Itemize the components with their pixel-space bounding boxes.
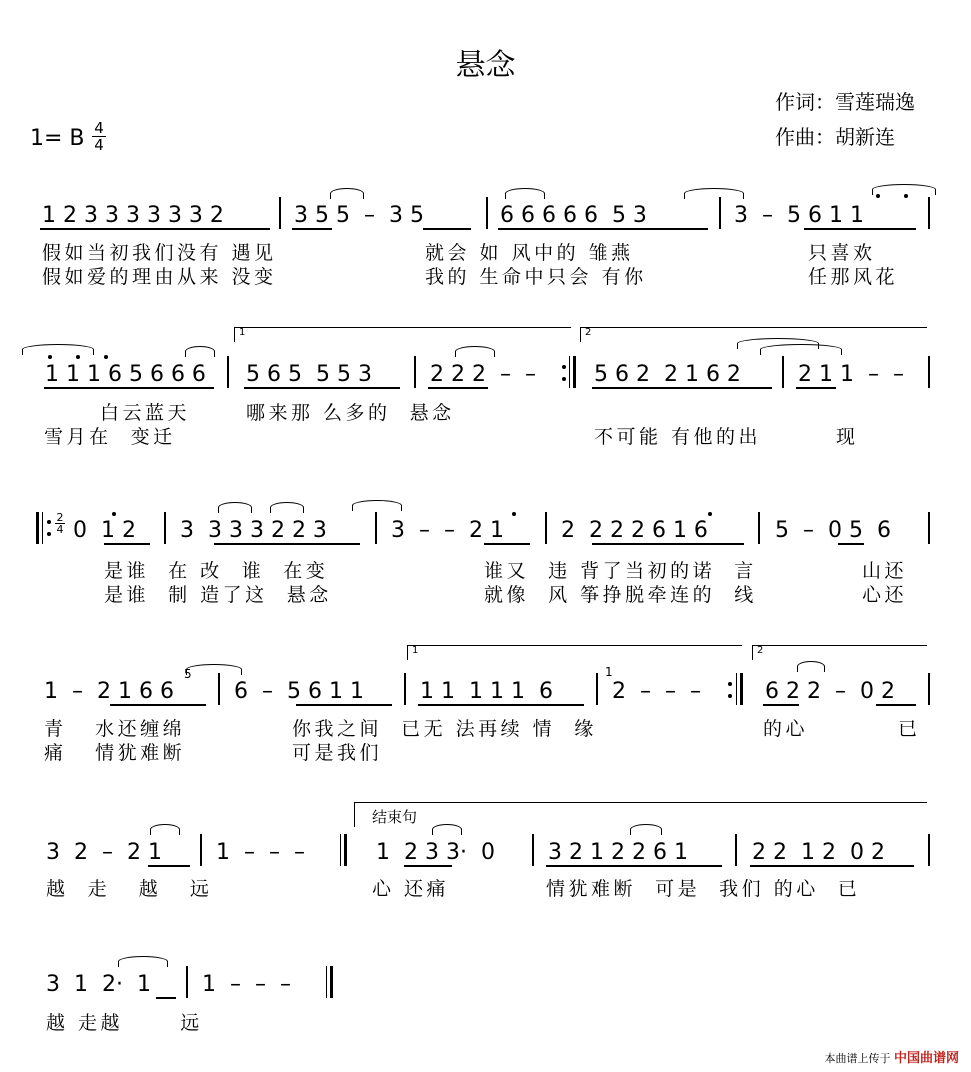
barline xyxy=(227,356,229,388)
repeat-start-barline xyxy=(42,512,43,544)
underline-beam xyxy=(418,704,584,706)
tie xyxy=(330,188,364,199)
lyricist: 作词：雪莲瑞逸 xyxy=(775,90,915,114)
notes-l3-m5: 5 – 0 5 6 xyxy=(775,518,891,543)
underline-beam xyxy=(804,228,916,230)
lyric-l2-v2: 雪月在 变迁 xyxy=(44,426,176,448)
tie xyxy=(185,346,215,357)
octave-dot xyxy=(48,355,52,359)
time-signature-top: 4 xyxy=(92,121,106,137)
composer: 作曲：胡新连 xyxy=(775,125,895,149)
notes-l2-m3: 2 2 2 – – xyxy=(430,362,536,387)
lyric-l1-v1b: 就会 如 风中的 雏燕 xyxy=(425,242,634,264)
underline-beam xyxy=(498,228,708,230)
barline xyxy=(928,512,930,544)
footer-text: 本曲谱上传于 xyxy=(824,1052,891,1065)
underline-beam xyxy=(44,387,214,389)
underline-beam xyxy=(423,228,471,230)
underline-beam xyxy=(876,704,916,706)
final-barline xyxy=(340,834,341,866)
grace-note: 5 xyxy=(184,667,192,681)
site-logo[interactable]: 中国曲谱网 xyxy=(893,1051,959,1066)
octave-dot xyxy=(904,194,908,198)
notes-l3-m1: 0 1 2 xyxy=(73,518,136,543)
notes-l3-m3: 3 – – 2 1 xyxy=(391,518,504,543)
repeat-dot xyxy=(728,694,732,698)
barline xyxy=(545,512,547,544)
key-signature: 1= B xyxy=(30,126,85,151)
notes-l4-m5: 6 2 2 – 0 2 xyxy=(765,679,895,704)
barline xyxy=(928,834,930,866)
underline-beam xyxy=(296,704,392,706)
repeat-dot xyxy=(47,532,51,536)
grace-note: 1 xyxy=(605,665,613,679)
barline xyxy=(279,197,281,229)
underline-beam xyxy=(796,387,836,389)
notes-l2-m5: 2 1 1 – – xyxy=(798,362,904,387)
lyric-l4-v1b: 你我之间 已无 法再续 情 缘 xyxy=(292,718,597,740)
lyric-l4-v1c: 的心 xyxy=(763,718,809,740)
tie xyxy=(455,346,495,357)
tie xyxy=(352,500,402,511)
time-signature-bottom: 4 xyxy=(56,523,64,536)
volta-number: 1 xyxy=(412,645,419,656)
volta-bracket-1 xyxy=(234,327,571,342)
barline xyxy=(218,673,220,705)
underline-beam xyxy=(592,387,772,389)
notes-l6-m2: 1 – – – xyxy=(202,972,291,997)
tie xyxy=(432,824,462,835)
notes-l5-m5: 2 2 1 2 0 2 xyxy=(752,840,885,865)
barline xyxy=(735,834,737,866)
volta-bracket-2 xyxy=(752,645,927,660)
underline-beam xyxy=(110,704,206,706)
barline xyxy=(928,673,930,705)
octave-dot xyxy=(876,194,880,198)
underline-beam xyxy=(838,543,864,545)
lyric-l3-v2b: 就像 风 筝挣脱牵连的 线 xyxy=(484,584,757,606)
lyric-l2-v1: 白云蓝天 xyxy=(100,402,191,424)
lyric-l3-v2: 是谁 制 造了这 悬念 xyxy=(104,584,332,606)
repeat-dot xyxy=(562,365,566,369)
repeat-end-barline xyxy=(573,356,576,388)
notes-l4-m2: 6 – 5 6 1 1 xyxy=(234,679,364,704)
underline-beam xyxy=(404,865,452,867)
notes-l2-m1: 1 1 1 6 5 6 6 6 xyxy=(45,362,206,387)
notes-l1-m1: 1 2 3 3 3 3 3 3 2 xyxy=(42,203,224,228)
time-signature-top: 2 xyxy=(56,511,64,524)
volta-number: 1 xyxy=(239,327,246,338)
notes-l4-m1: 1 – 2 1 6 6 xyxy=(44,679,174,704)
underline-beam xyxy=(214,543,360,545)
lyric-l1-v1c: 只喜欢 xyxy=(808,242,876,264)
ending-label: 结束句 xyxy=(372,808,418,826)
notes-l2-m4: 5 6 2 2 1 6 2 xyxy=(594,362,741,387)
underline-beam xyxy=(592,543,744,545)
underline-beam xyxy=(104,543,150,545)
notes-l3-m4: 2 2 2 2 6 1 6 xyxy=(561,518,708,543)
notes-l4-m3: 1 1 1 1 1 6 xyxy=(420,679,553,704)
octave-dot xyxy=(708,512,712,516)
barline xyxy=(758,512,760,544)
notes-l1-m2: 3 5 5 – 3 5 xyxy=(294,203,424,228)
notes-l5-m1: 3 2 – 2 1 xyxy=(46,840,162,865)
octave-dot xyxy=(104,355,108,359)
barline xyxy=(375,512,377,544)
octave-dot xyxy=(76,355,80,359)
notes-l5-m2: 1 – – – xyxy=(216,840,305,865)
barline xyxy=(928,356,930,388)
barline xyxy=(164,512,166,544)
final-barline xyxy=(326,966,327,998)
time-signature-bottom: 4 xyxy=(94,136,104,154)
lyric-l3-v1: 是谁 在 改 谁 在变 xyxy=(104,560,329,582)
volta-number: 2 xyxy=(757,645,764,656)
page-title: 悬念 xyxy=(455,48,516,83)
repeat-end-barline xyxy=(736,673,737,705)
barline xyxy=(532,834,534,866)
repeat-start-barline xyxy=(36,512,39,544)
underline-beam xyxy=(148,865,190,867)
barline xyxy=(486,197,488,229)
underline-beam xyxy=(546,865,722,867)
tie xyxy=(150,824,180,835)
repeat-end-barline xyxy=(740,673,743,705)
tie xyxy=(760,344,842,355)
underline-beam xyxy=(428,387,488,389)
lyric-l2-v1b: 哪来那 么多的 悬念 xyxy=(246,402,455,424)
notes-l6-m1: 3 1 2· 1 xyxy=(46,972,151,997)
lyric-l3-v1c: 山还 xyxy=(862,560,908,582)
repeat-dot xyxy=(728,682,732,686)
barline xyxy=(404,673,406,705)
underline-beam xyxy=(750,865,914,867)
octave-dot xyxy=(512,512,516,516)
volta-number: 2 xyxy=(585,327,592,338)
barline xyxy=(186,966,188,998)
lyric-l1-v2c: 任那风花 xyxy=(808,266,899,288)
lyric-l2-v2b: 不可能 有他的出 xyxy=(594,426,762,448)
repeat-dot xyxy=(562,377,566,381)
lyric-l5-v1b: 心 还痛 xyxy=(372,878,450,900)
lyric-l5-v1: 越 走 越 远 xyxy=(46,878,213,900)
repeat-dot xyxy=(47,520,51,524)
tie xyxy=(505,188,545,199)
notes-l5-m3: 1 2 3 3· 0 xyxy=(376,840,495,865)
lyric-l3-v1b: 谁又 违 背了当初的诺 言 xyxy=(484,560,757,582)
lyric-l6-v1: 越 走越 远 xyxy=(46,1012,203,1034)
barline xyxy=(782,356,784,388)
barline xyxy=(414,356,416,388)
tie xyxy=(118,956,168,967)
tie xyxy=(684,188,744,199)
lyric-l1-v2b: 我的 生命中只会 有你 xyxy=(425,266,647,288)
notes-l1-m4: 3 – 5 6 1 1 xyxy=(734,203,864,228)
lyric-l5-v1c: 情犹难断 可是 我们 的心 已 xyxy=(546,878,861,900)
barline xyxy=(928,197,930,229)
lyric-l4-v2: 痛 情犹难断 xyxy=(44,742,186,764)
footer xyxy=(824,1047,959,1066)
octave-dot xyxy=(112,512,116,516)
final-barline xyxy=(330,966,333,998)
underline-beam xyxy=(244,387,400,389)
notes-l2-m2: 5 6 5 5 5 3 xyxy=(246,362,372,387)
underline-beam xyxy=(763,704,799,706)
volta-bracket-1 xyxy=(407,645,742,660)
lyric-l3-v2c: 心还 xyxy=(862,584,908,606)
barline xyxy=(596,673,598,705)
notes-l1-m3: 6 6 6 6 6 5 3 xyxy=(500,203,647,228)
notes-l5-m4: 3 2 1 2 2 6 1 xyxy=(548,840,688,865)
tie xyxy=(630,824,662,835)
underline-beam xyxy=(40,228,270,230)
underline-beam xyxy=(156,997,176,999)
lyric-l4-v1: 青 水还缠绵 xyxy=(44,718,186,740)
tie xyxy=(218,502,252,513)
tie xyxy=(22,344,94,355)
tie xyxy=(797,661,825,672)
barline xyxy=(719,197,721,229)
tie xyxy=(270,502,304,513)
lyric-l4-v2b: 可是我们 xyxy=(292,742,383,764)
underline-beam xyxy=(484,543,530,545)
underline-beam xyxy=(292,228,332,230)
notes-l3-m2: 3 3 3 3 2 2 3 xyxy=(180,518,327,543)
tie xyxy=(186,664,242,675)
lyric-l2-v2c: 现 xyxy=(836,426,859,448)
repeat-end-barline xyxy=(569,356,570,388)
lyric-l1-v1: 假如当初我们没有 遇见 xyxy=(42,242,277,264)
final-barline xyxy=(344,834,347,866)
lyric-l1-v2: 假如爱的理由从来 没变 xyxy=(42,266,277,288)
lyric-l4-v1d: 已 xyxy=(898,718,921,740)
notes-l4-m4: 2 – – – xyxy=(612,679,701,704)
barline xyxy=(200,834,202,866)
